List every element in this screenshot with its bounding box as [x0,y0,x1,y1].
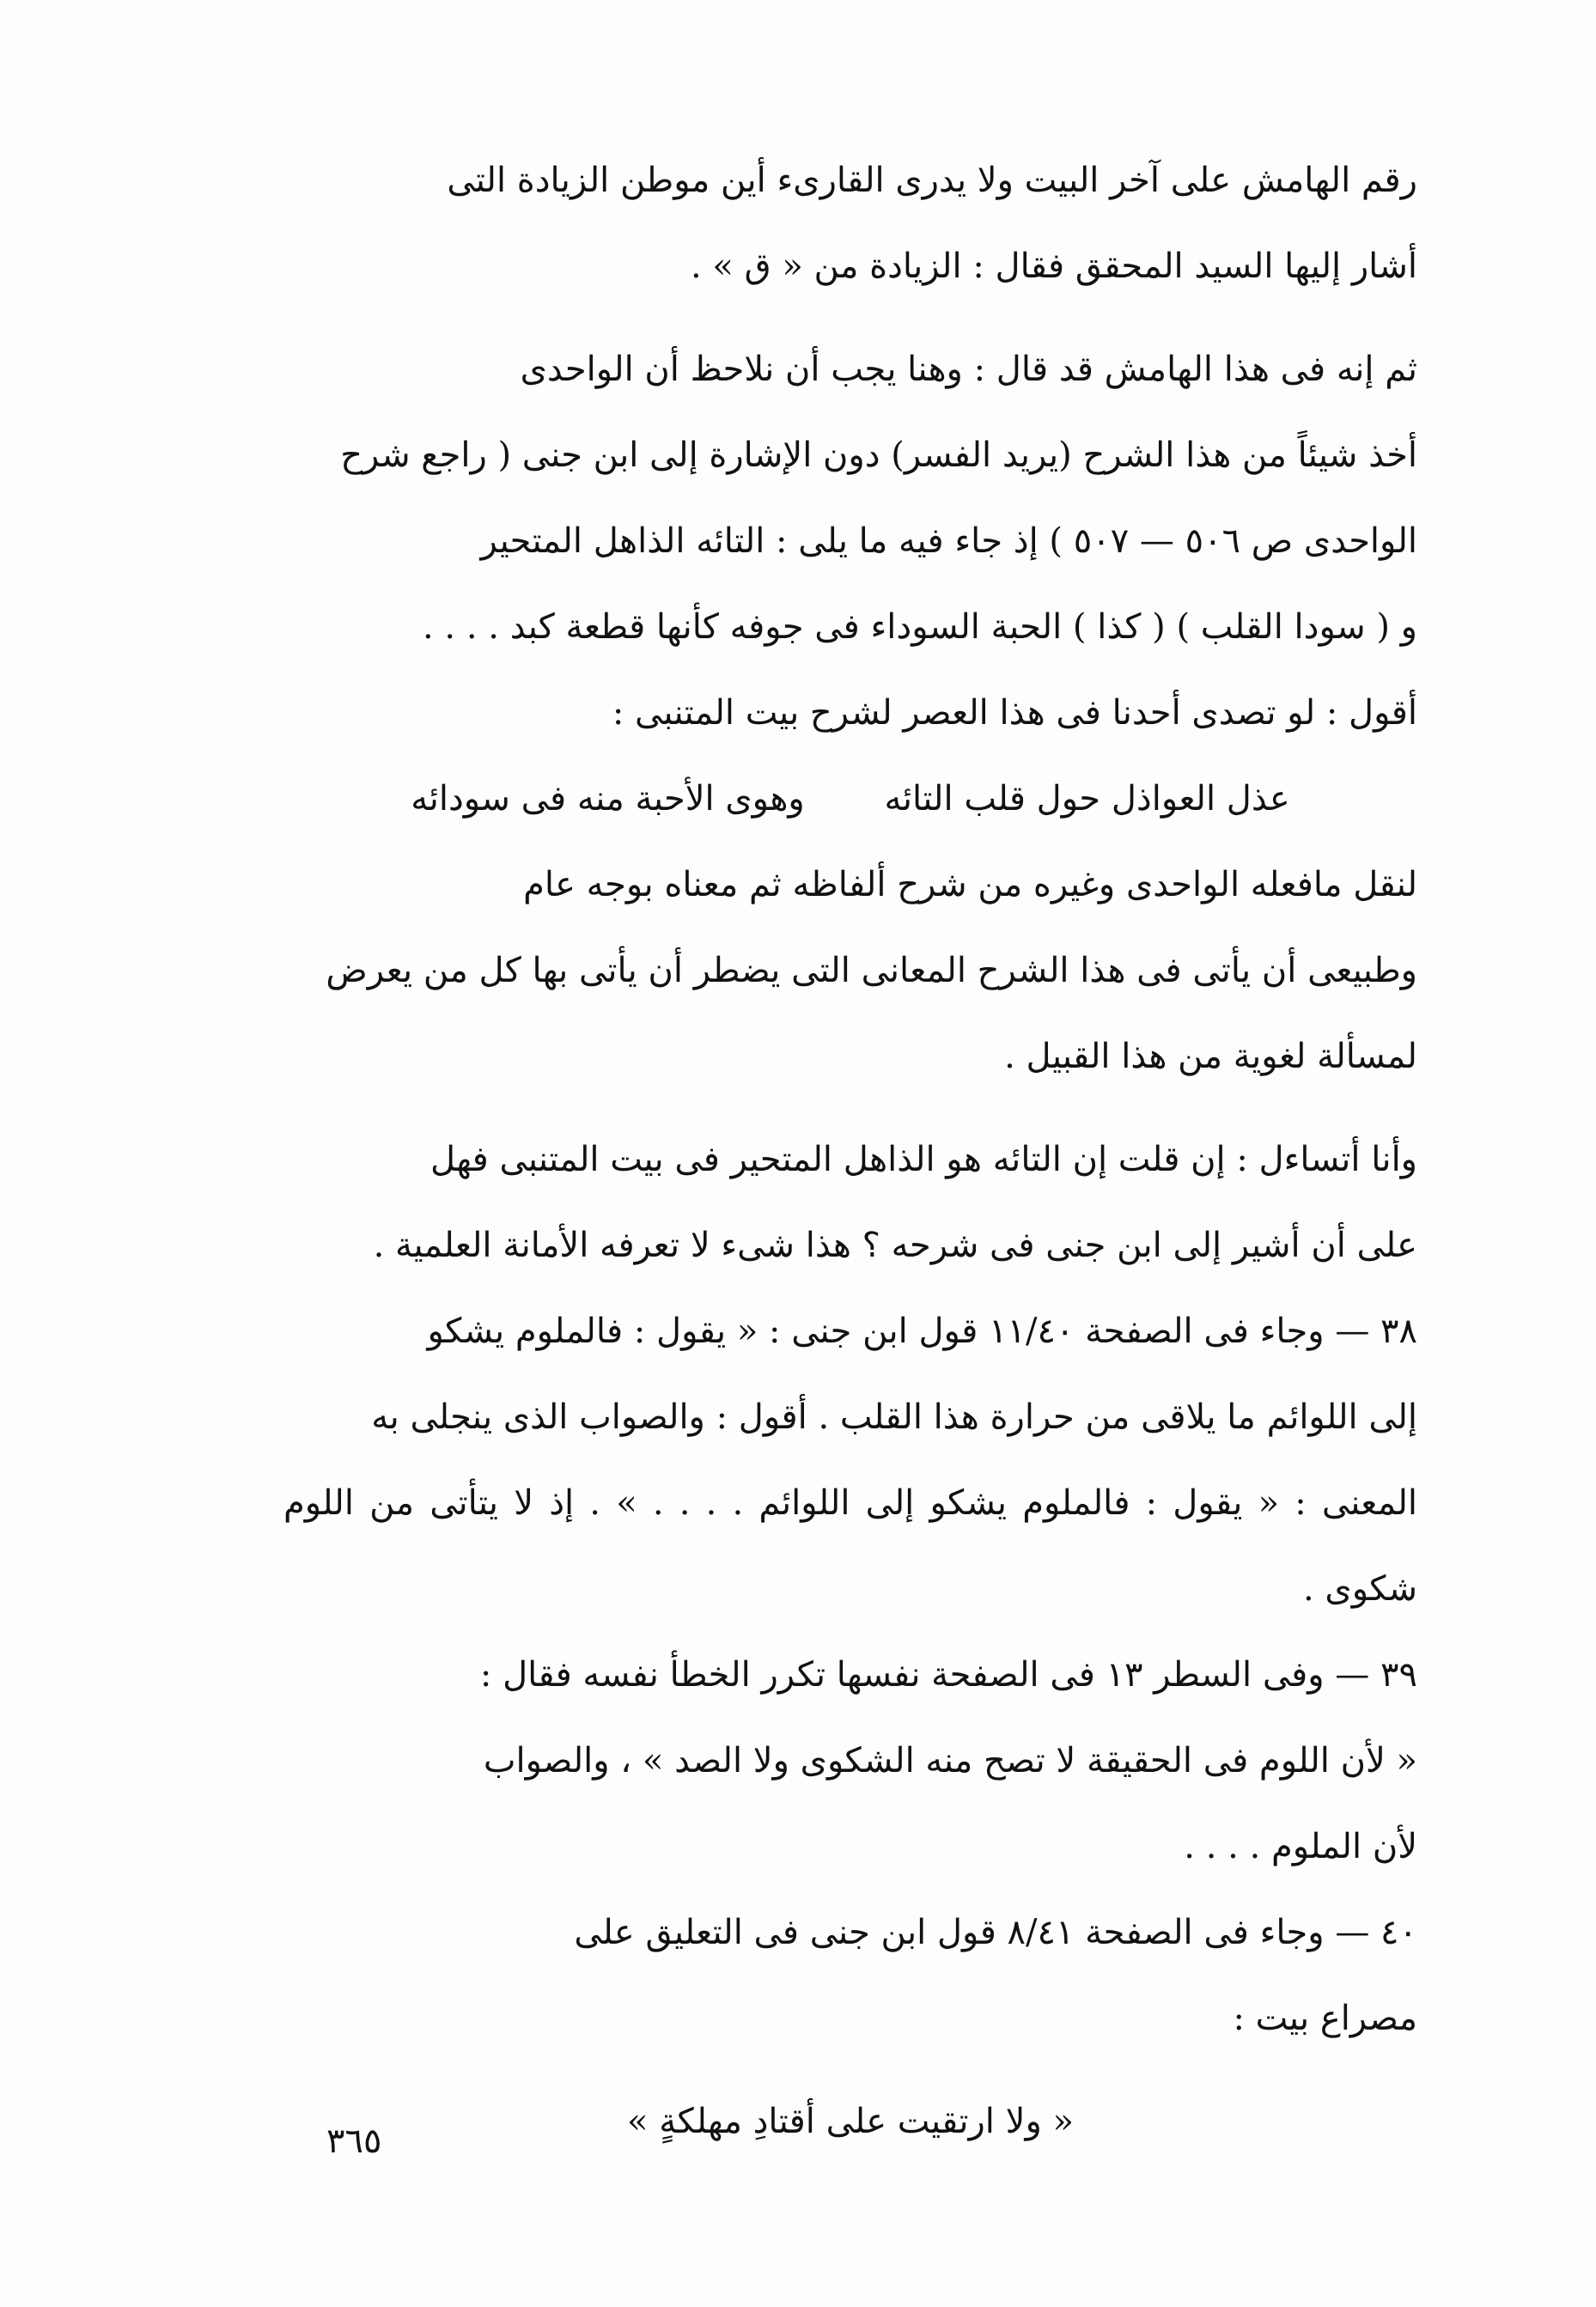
text-line: لأن الملوم . . . . [1184,1827,1417,1866]
paragraph-7 [283,1890,1417,2061]
paragraph-5 [283,1288,1417,1632]
text-line: ٣٨ — وجاء فى الصفحة ١١/٤٠ قول ابن جنى : « يقول : فالملوم يشكو [427,1312,1417,1351]
paragraph-1 [283,137,1417,309]
paragraph-2 [283,326,1417,756]
paragraph-6 [283,1632,1417,1890]
paragraph-4 [283,1117,1417,1288]
text-line: أقول : لو تصدى أحدنا فى هذا العصر لشرح بيت المتنبى : [612,693,1417,733]
text-line: « لأن اللوم فى الحقيقة لا تصح منه الشكوى ولا الصد » ، والصواب [483,1741,1417,1780]
poetry-verse [283,756,1417,842]
text-line: على أن أشير إلى ابن جنى فى شرحه ؟ هذا شىء لا تعرفه الأمانة العلمية . [373,1226,1417,1265]
text-line: الواحدى ص ٥٠٦ — ٥٠٧ ) إذ جاء فيه ما يلى : التائه الذاهل المتحير [480,521,1417,561]
text-line: أخذ شيئاً من هذا الشرح (يريد الفسر) دون الإشارة إلى ابن جنى ( راجع شرح [340,435,1417,475]
text-line: لمسألة لغوية من هذا القبيل . [1004,1037,1417,1076]
quoted-hemistich: « ولا ارتقيت على أقتادِ مهلكةٍ » [627,2102,1074,2141]
text-line: و ( سودا القلب ) ( كذا ) الحبة السوداء فى جوفه كأنها قطعة كبد . . . . [423,607,1417,647]
text-line: ٤٠ — وجاء فى الصفحة ٨/٤١ قول ابن جنى فى التعليق على [574,1913,1417,1952]
verse-hemistich-second: وهوى الأحبة منه فى سودائه [411,779,805,819]
page-number: ٣٦٥ [326,2121,382,2161]
text-line: لنقل مافعله الواحدى وغيره من شرح ألفاظه ثم معناه بوجه عام [523,865,1417,904]
page-body [283,137,1417,2164]
text-line: وأنا أتساءل : إن قلت إن التائه هو الذاهل المتحير فى بيت المتنبى فهل [429,1140,1417,1179]
text-line: المعنى : « يقول : فالملوم يشكو إلى اللوائم . . . . » . إذ لا يتأتى من اللوم شكوى . [283,1483,1417,1609]
text-line: وطبيعى أن يأتى فى هذا الشرح المعانى التى يضطر أن يأتى بها كل من يعرض [326,951,1417,990]
verse-hemistich-first: عذل العواذل حول قلب التائه [884,779,1290,819]
text-line: ثم إنه فى هذا الهامش قد قال : وهنا يجب أن نلاحظ أن الواحدى [520,350,1417,389]
text-line: مصراع بيت : [1233,1999,1417,2038]
paragraph-3 [283,842,1417,1099]
text-line: أشار إليها السيد المحقق فقال : الزيادة من « ق » . [691,247,1417,286]
text-line: إلى اللوائم ما يلاقى من حرارة هذا القلب . أقول : والصواب الذى ينجلى به [371,1397,1417,1437]
text-line: رقم الهامش على آخر البيت ولا يدرى القارىء أين موطن الزيادة التى [447,161,1417,200]
text-line: ٣٩ — وفى السطر ١٣ فى الصفحة نفسها تكرر الخطأ نفسه فقال : [479,1655,1417,1695]
